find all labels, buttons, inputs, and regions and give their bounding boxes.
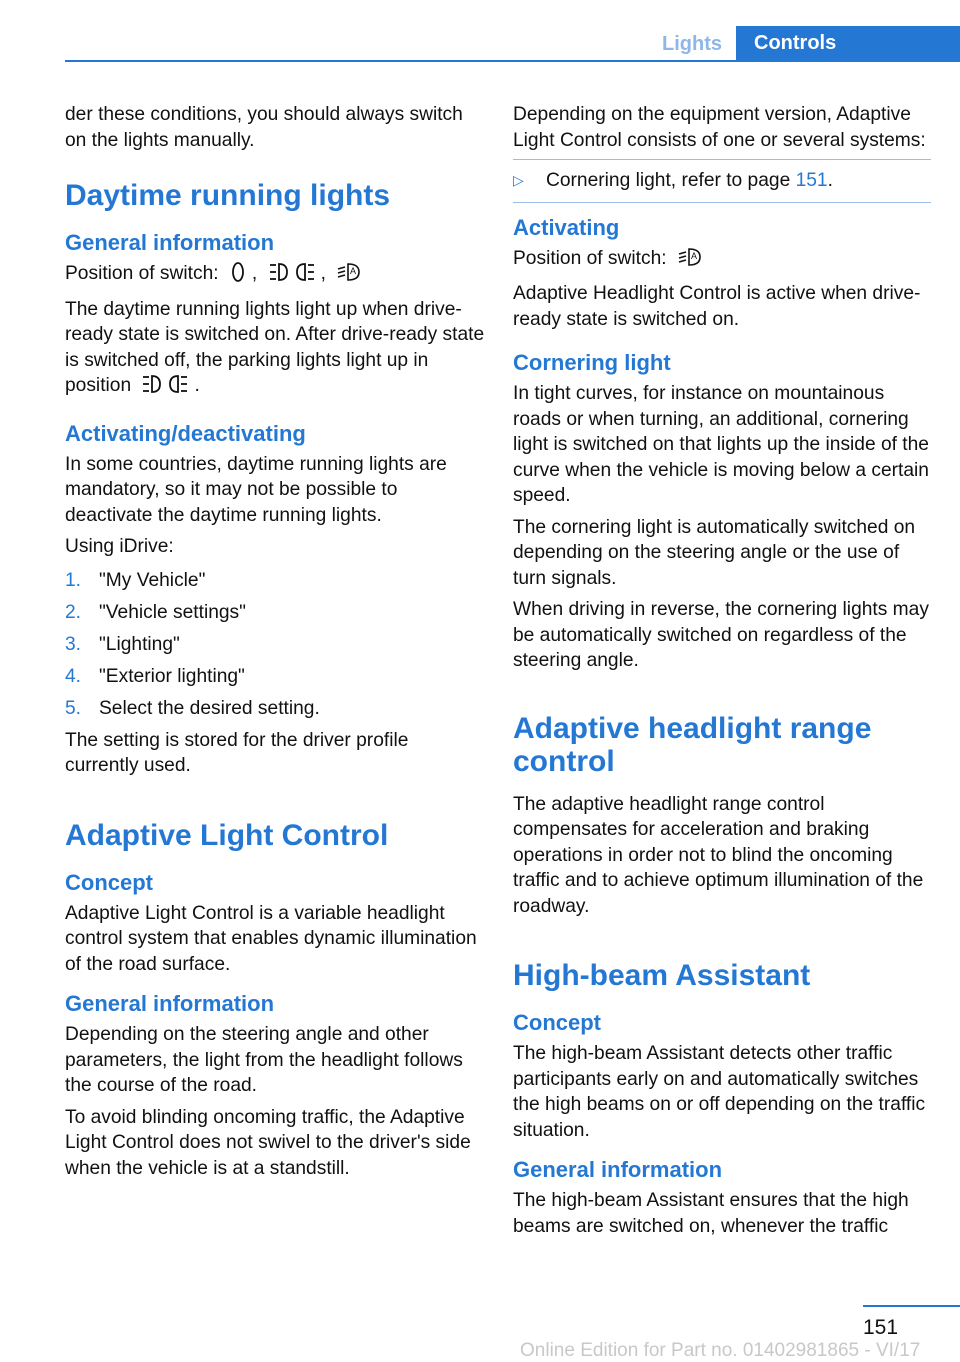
hba-general-info-paragraph: The high-beam Assistant ensures that the high beams are switched on, whenever the traffic — [513, 1190, 909, 1237]
alc-general-info-heading: General information — [65, 991, 275, 1016]
page-reference-link[interactable]: 151 — [795, 170, 828, 191]
right-column — [513, 102, 931, 1245]
switch-off-icon — [230, 261, 246, 291]
switch-label: Position of switch: — [65, 263, 219, 284]
ahrc-paragraph: The adaptive headlight range control compensates for acceleration and braking operations in order not to blind the oncoming traffic and to achieve optimum illumination of the roadway. — [513, 793, 924, 917]
list-item: 4. "Exterior lighting" — [65, 665, 245, 687]
drl-general-info-heading: General information — [65, 230, 275, 255]
idrive-steps — [65, 568, 485, 722]
drl-switch-position: Position of switch: , , A — [65, 261, 485, 291]
using-idrive-label: Using iDrive: — [65, 536, 174, 557]
svg-text:A: A — [350, 266, 357, 276]
bullet-triangle-icon: ▷ — [513, 172, 524, 188]
list-divider — [513, 159, 931, 160]
list-divider — [513, 202, 931, 203]
header-rule — [65, 60, 960, 62]
parking-light-icon — [269, 261, 315, 291]
hba-general-info-heading: General information — [513, 1157, 723, 1182]
cornering-p2: The cornering light is automatically switched on depending on the steering angle or the use of turn signals. — [513, 516, 916, 589]
auto-headlight-icon — [337, 261, 361, 291]
systems-list — [513, 168, 931, 194]
alc-heading: Adaptive Light Control — [65, 818, 389, 852]
list-item: 2. "Vehicle settings" — [65, 601, 246, 623]
svg-text:A: A — [690, 250, 697, 261]
list-item: 5. Select the desired setting. — [65, 697, 320, 719]
hba-concept-paragraph: The high-beam Assistant detects other traffic participants early on and automatically switches the high beams on or off depending on the traffic situation. — [513, 1043, 926, 1141]
ahrc-heading: Adaptive headlight range control — [513, 711, 872, 778]
parking-light-icon — [142, 373, 188, 403]
edition-footer: Online Edition for Part no. 01402981865 - VI/17 — [520, 1340, 921, 1361]
right-switch-position: Position of switch: A — [513, 246, 931, 276]
setting-stored-paragraph: The setting is stored for the driver profile currently used. — [65, 729, 409, 776]
cornering-p1: In tight curves, for instance on mountainous roads or when turning, an additional, cornering light is switched on that lights up the inside of the curve when the vehicle is moving below a certain speed. — [513, 383, 929, 506]
alc-general-info-p2: To avoid blinding oncoming traffic, the Adaptive Light Control does not swivel to the driver's side when the vehicle is at a standstill. — [65, 1106, 471, 1179]
list-item: 3. "Lighting" — [65, 633, 180, 655]
left-column — [65, 102, 485, 1187]
ahc-active-paragraph: Adaptive Headlight Control is active when drive-ready state is switched on. — [513, 283, 921, 330]
tab-lights[interactable]: Lights — [662, 33, 722, 55]
intro-paragraph: der these conditions, you should always switch on the lights manually. — [65, 104, 463, 151]
cornering-p3: When driving in reverse, the cornering lights may be automatically switched on regardless of the steering angle. — [513, 599, 929, 671]
equipment-paragraph: Depending on the equipment version, Adaptive Light Control consists of one or several systems: — [513, 104, 926, 151]
drl-heading: Daytime running lights — [65, 179, 391, 212]
alc-concept-paragraph: Adaptive Light Control is a variable headlight control system that enables dynamic illumination of the road surface. — [65, 902, 477, 975]
hba-heading: High-beam Assistant — [513, 959, 811, 992]
footer-rule — [863, 1305, 960, 1307]
auto-headlight-icon — [678, 246, 702, 276]
activating-paragraph: In some countries, daytime running lights are mandatory, so it may not be possible to deactivate the daytime running lights. — [65, 453, 447, 526]
page-number: 151 — [863, 1316, 899, 1339]
list-item: 1. "My Vehicle" — [65, 569, 206, 591]
alc-concept-heading: Concept — [65, 869, 153, 895]
alc-general-info-p1: Depending on the steering angle and other parameters, the light from the headlight follows the course of the road. — [65, 1024, 463, 1096]
activating-heading: Activating — [513, 214, 620, 240]
drl-description: The daytime running lights light up when drive-ready state is switched on. After drive-ready state is switched off, the parking lights light up in position . — [65, 297, 485, 403]
activating-deactivating-heading: Activating/deactivating — [65, 420, 306, 446]
hba-concept-heading: Concept — [513, 1010, 601, 1035]
cornering-light-heading: Cornering light — [513, 350, 671, 375]
tab-controls[interactable]: Controls — [736, 26, 960, 62]
list-item: ▷ Cornering light, refer to page 151. — [513, 168, 931, 194]
